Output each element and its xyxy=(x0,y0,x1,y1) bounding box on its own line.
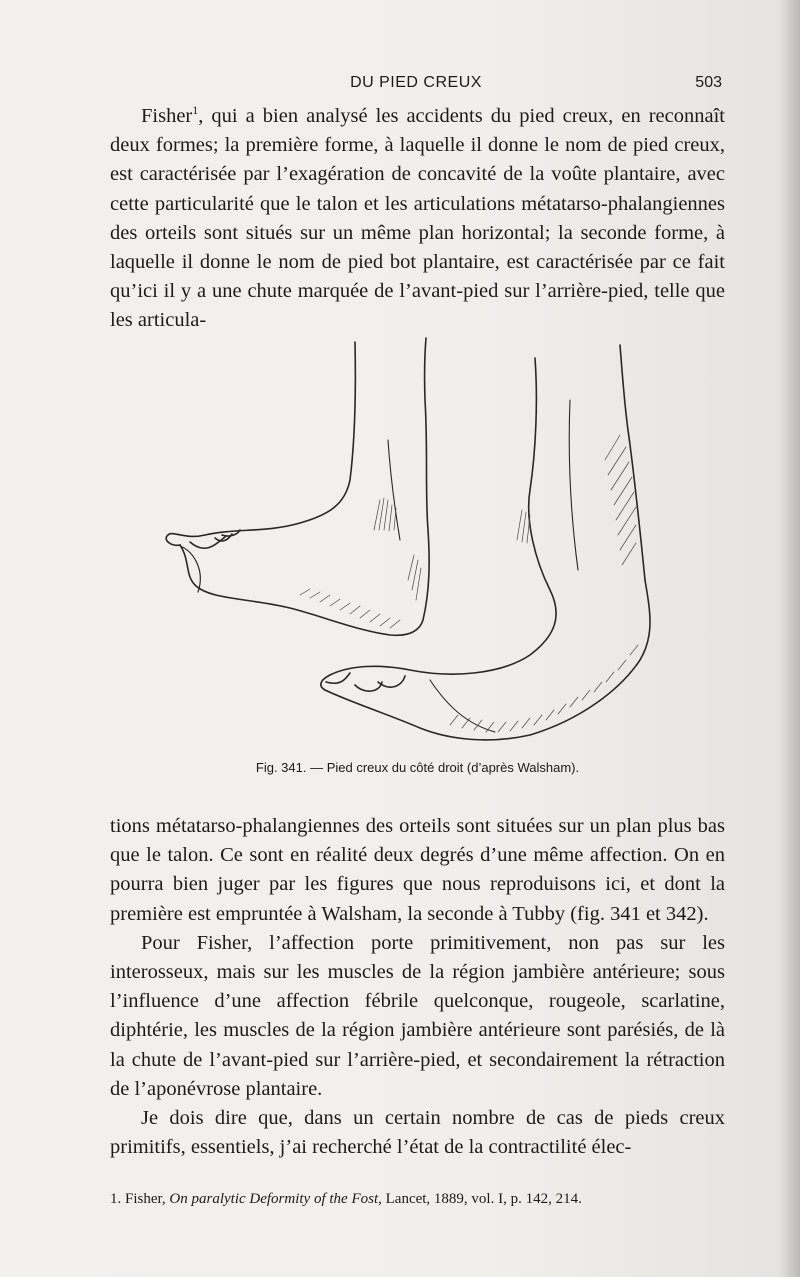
figure-341-illustration xyxy=(150,330,710,750)
page-number: 503 xyxy=(695,74,722,91)
paragraph-fisher xyxy=(110,102,725,336)
footnote-title: On paralytic Deformity of the Fost, xyxy=(169,1191,382,1207)
paragraph-fisher-text: , qui a bien analysé les accidents du pied creux, en reconnaît deux formes; la première forme, à laquelle il donne le nom de pied creux, est caractérisée par l’exagération de concavité de la voûte plantaire, avec cette particularité que le talon et les articulations métatarso-phalangiennes des orteils sont situés sur un même plan horizontal; la seconde forme, à laquelle il donne le nom de pied bot plantaire, est caractérisée par ce fait qu’ici il y a une chute marquée de l’avant-pied sur l’arrière-pied, telle que les articula- xyxy=(110,105,725,332)
paragraph-fisher-lead: Fisher xyxy=(141,105,193,127)
footnote-reference-details: Lancet, 1889, vol. I, p. 142, 214. xyxy=(385,1191,582,1207)
paragraph-contractility: Je dois dire que, dans un certain nombre de cas de pieds creux primitifs, essentiels, j’ai recherché l’état de la contractilité élec- xyxy=(110,1107,725,1159)
lower-foot-drawing xyxy=(321,345,650,740)
running-title: DU PIED CREUX xyxy=(350,74,482,91)
upper-foot-drawing xyxy=(166,338,429,635)
footnote-reference: 1 xyxy=(192,103,199,118)
paragraph-continuation: tions métatarso-phalangiennes des orteils sont situées sur un plan plus bas que le talon. Ce sont en réalité deux degrés d’une même affection. On en pourra bien juger par les figures que nous reproduisons ici, et dont la première est empruntée à Walsham, la seconde à Tubby (fig. 341 et 342). xyxy=(110,815,725,925)
footnote-number: 1. xyxy=(110,1191,122,1207)
running-head xyxy=(110,72,722,96)
lower-foot-hatching xyxy=(450,435,638,732)
footnote-author: Fisher, xyxy=(125,1191,166,1207)
page-edge-shadow xyxy=(782,0,800,1277)
text-block-top xyxy=(110,102,725,336)
foot-illustration xyxy=(150,330,710,750)
footnote xyxy=(110,1189,725,1209)
text-block-bottom xyxy=(110,812,725,1162)
paragraph-fisher-theory: Pour Fisher, l’affection porte primitivement, non pas sur les interosseux, mais sur les muscles de la région jambière antérieure; sous l’influence d’une affection fébrile quelconque, rougeole, scarlatine, diphtérie, les muscles de la région jambière antérieure sont parésiés, de là la chute de l’avant-pied sur l’arrière-pied, et secondairement la rétraction de l’aponévrose plantaire. xyxy=(110,931,725,1100)
figure-caption: Fig. 341. — Pied creux du côté droit (d’après Walsham). xyxy=(255,760,580,775)
